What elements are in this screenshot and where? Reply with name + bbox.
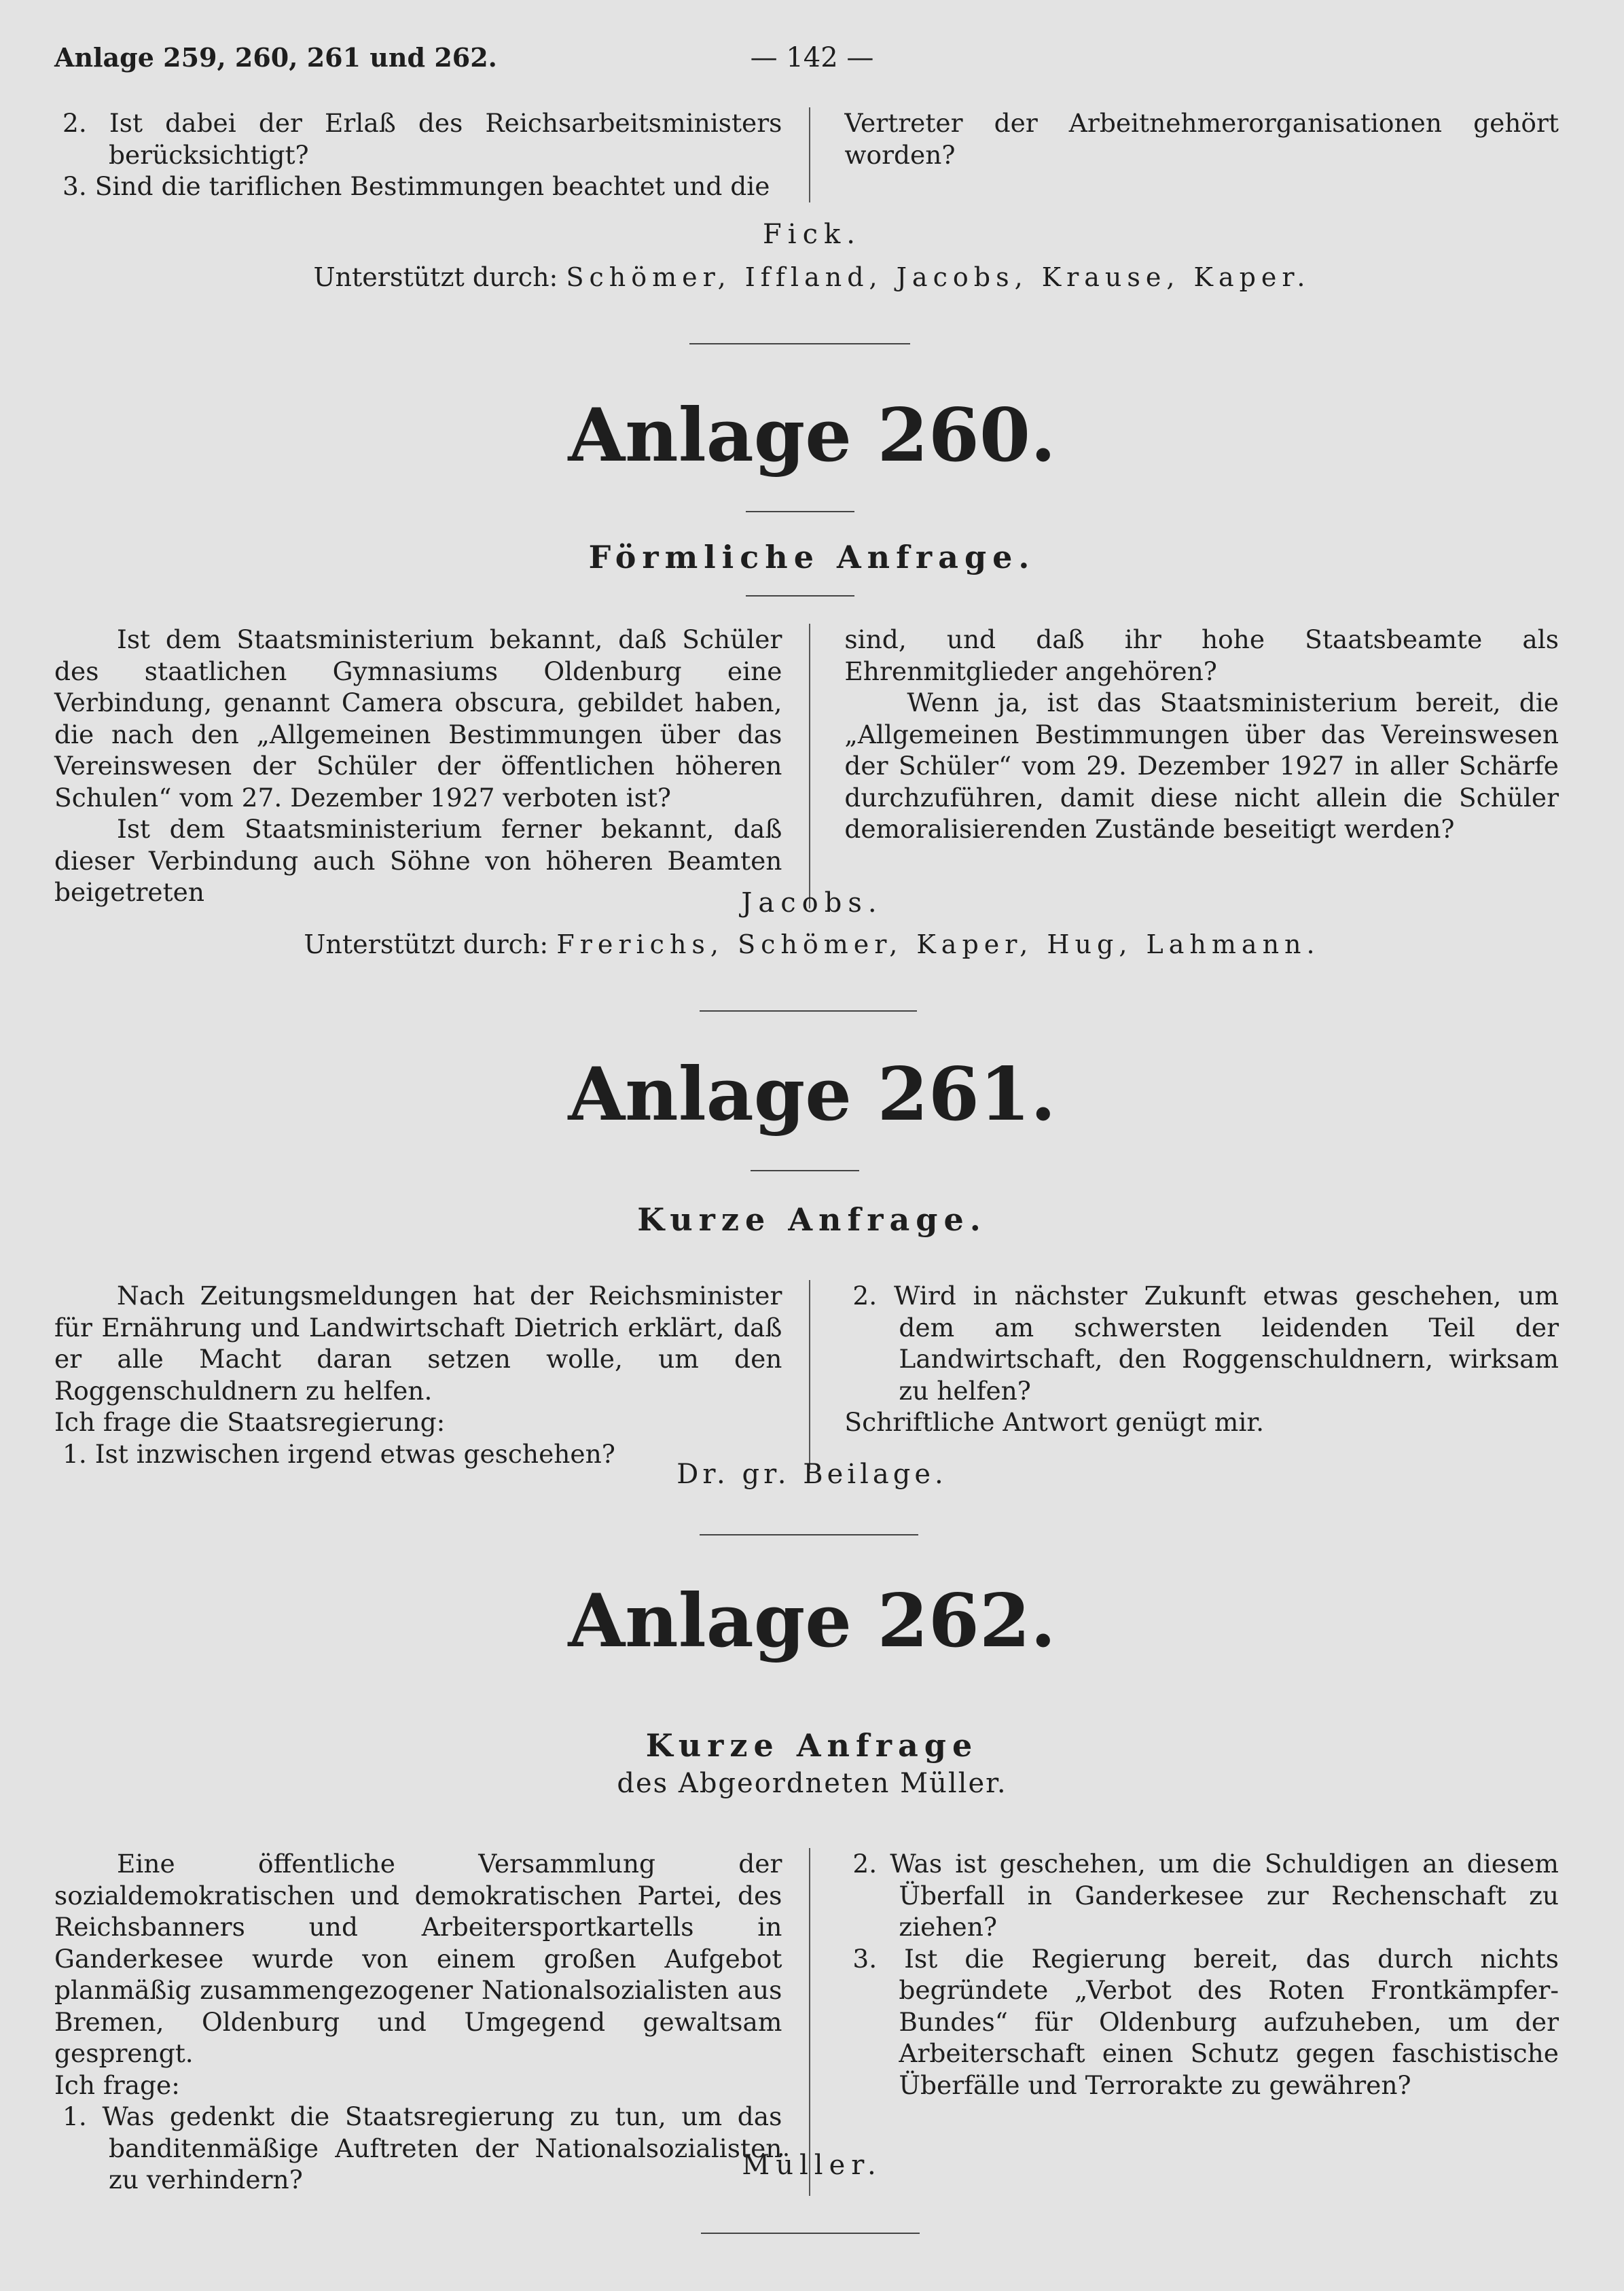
a262-subline: des Abgeordneten Müller. [617,1768,1007,1799]
a262-left-column [54,1848,810,2196]
a261-paragraph-1: Nach Zeitungsmeldungen hat der Reichsminister für Ernährung und Landwirtschaft Dietrich erklärt, daß er alle Macht daran setzen wolle, um den Roggenschuldnern zu helfen. [54,1281,782,1406]
a261-left-column [54,1280,810,1470]
a262-ask-line: Ich frage: [54,2070,180,2100]
title-rule [746,511,854,512]
a260-paragraph-3: sind, und daß ihr hohe Staatsbeamte als Ehrenmitglieder angehören? [844,624,1559,686]
a260-right-column [810,624,1559,908]
separator-rule [700,1534,918,1535]
a262-subtitle: Kurze Anfrage [645,1727,979,1764]
a259-question-3: 3. Sind die tariflichen Bestimmungen beachtet und die [62,171,770,201]
a260-paragraph-4: Wenn ja, ist das Staatsministerium bereit, die „Allgemeinen Bestimmungen über das Vereinswesen der Schüler“ vom 29. Dezember 1927 in aller Schärfe durchzuführen, damit diese nicht allein die Schüler demoralisierenden Zustände beseitigt werden? [844,688,1559,844]
a260-paragraph-2: Ist dem Staatsministerium ferner bekannt, daß dieser Verbindung auch Söhne von höheren Beamten beigetreten [54,814,782,907]
a261-right-column [810,1280,1559,1470]
a261-ask-line: Ich frage die Staatsregierung: [54,1407,446,1437]
page-number: — 142 — [750,42,874,73]
a261-columns [54,1280,1559,1470]
a262-paragraph-1: Eine öffentliche Versammlung der sozialdemokratischen und demokratischen Partei, des Reichsbanners und Arbeitersportkartells in Ganderkesee wurde von einem großen Aufgebot planmäßig zusammengezogener Nationalsozialisten aus Bremen, Oldenburg und Umgegend gewaltsam gesprengt. [54,1849,782,2068]
subtitle-rule [746,595,854,597]
a259-question-2: 2. Ist dabei der Erlaß des Reichsarbeitsministers berücksichtigt? [62,108,782,170]
a260-signature: Jacobs. [741,887,883,919]
a259-support-label: Unterstützt durch: [313,262,558,292]
title-rule [751,1170,859,1171]
a260-columns [54,624,1559,908]
a262-title: Anlage 262. [568,1578,1056,1664]
a260-support-names: Frerichs, Schömer, Kaper, Hug, Lahmann. [556,929,1320,959]
a262-question-1: 1. Was gedenkt die Staatsregierung zu tun, um das banditenmäßige Auftreten der Nationalsozialisten zu verhindern? [62,2101,782,2195]
a259-right-column [810,107,1559,202]
a262-right-column [810,1848,1559,2196]
a261-subtitle: Kurze Anfrage. [637,1201,987,1238]
a259-support [0,262,1624,292]
separator-rule [701,2233,920,2234]
separator-rule [689,343,910,344]
a259-columns [54,107,1559,202]
a260-support-label: Unterstützt durch: [304,929,549,959]
a261-note: Schriftliche Antwort genügt mir. [844,1407,1265,1437]
a259-left-column [54,107,810,202]
a260-subtitle: Förmliche Anfrage. [588,539,1036,575]
a261-question-2: 2. Wird in nächster Zukunft etwas geschehen, um dem am schwersten leidenden Teil der Landwirtschaft, den Roggenschuldnern, wirksam zu helfen? [852,1281,1559,1406]
a262-signature: Müller. [742,2150,882,2181]
a260-left-column [54,624,810,908]
a262-question-2: 2. Was ist geschehen, um die Schuldigen an diesem Überfall in Ganderkesee zur Rechenschaft zu ziehen? [852,1849,1559,1942]
a261-signature: Dr. gr. Beilage. [676,1459,948,1490]
a259-right-text: Vertreter der Arbeitnehmerorganisationen gehört worden? [844,108,1559,170]
a262-columns [54,1848,1559,2196]
a261-question-1: 1. Ist inzwischen irgend etwas geschehen? [62,1438,615,1469]
running-title: Anlage 259, 260, 261 und 262. [54,42,497,73]
a261-title: Anlage 261. [568,1052,1056,1137]
a259-support-names: Schömer, Iffland, Jacobs, Krause, Kaper. [566,262,1311,292]
a262-question-3: 3. Ist die Regierung bereit, das durch nichts begründete „Verbot des Roten Frontkämpfer-Bundes“ für Oldenburg aufzuheben, um der Arbeiterschaft einen Schutz gegen faschistische Überfälle und Terrorakte zu gewähren? [852,1943,1559,2100]
a260-support [0,929,1624,959]
a260-paragraph-1: Ist dem Staatsministerium bekannt, daß Schüler des staatlichen Gymnasiums Oldenburg eine Verbindung, genannt Camera obscura, gebildet haben, die nach den „Allgemeinen Bestimmungen über das Vereinswesen der Schüler der öffentlichen höheren Schulen“ vom 27. Dezember 1927 verboten ist? [54,624,782,813]
a259-signature: Fick. [763,219,861,250]
separator-rule [700,1010,917,1012]
a260-title: Anlage 260. [568,393,1056,478]
